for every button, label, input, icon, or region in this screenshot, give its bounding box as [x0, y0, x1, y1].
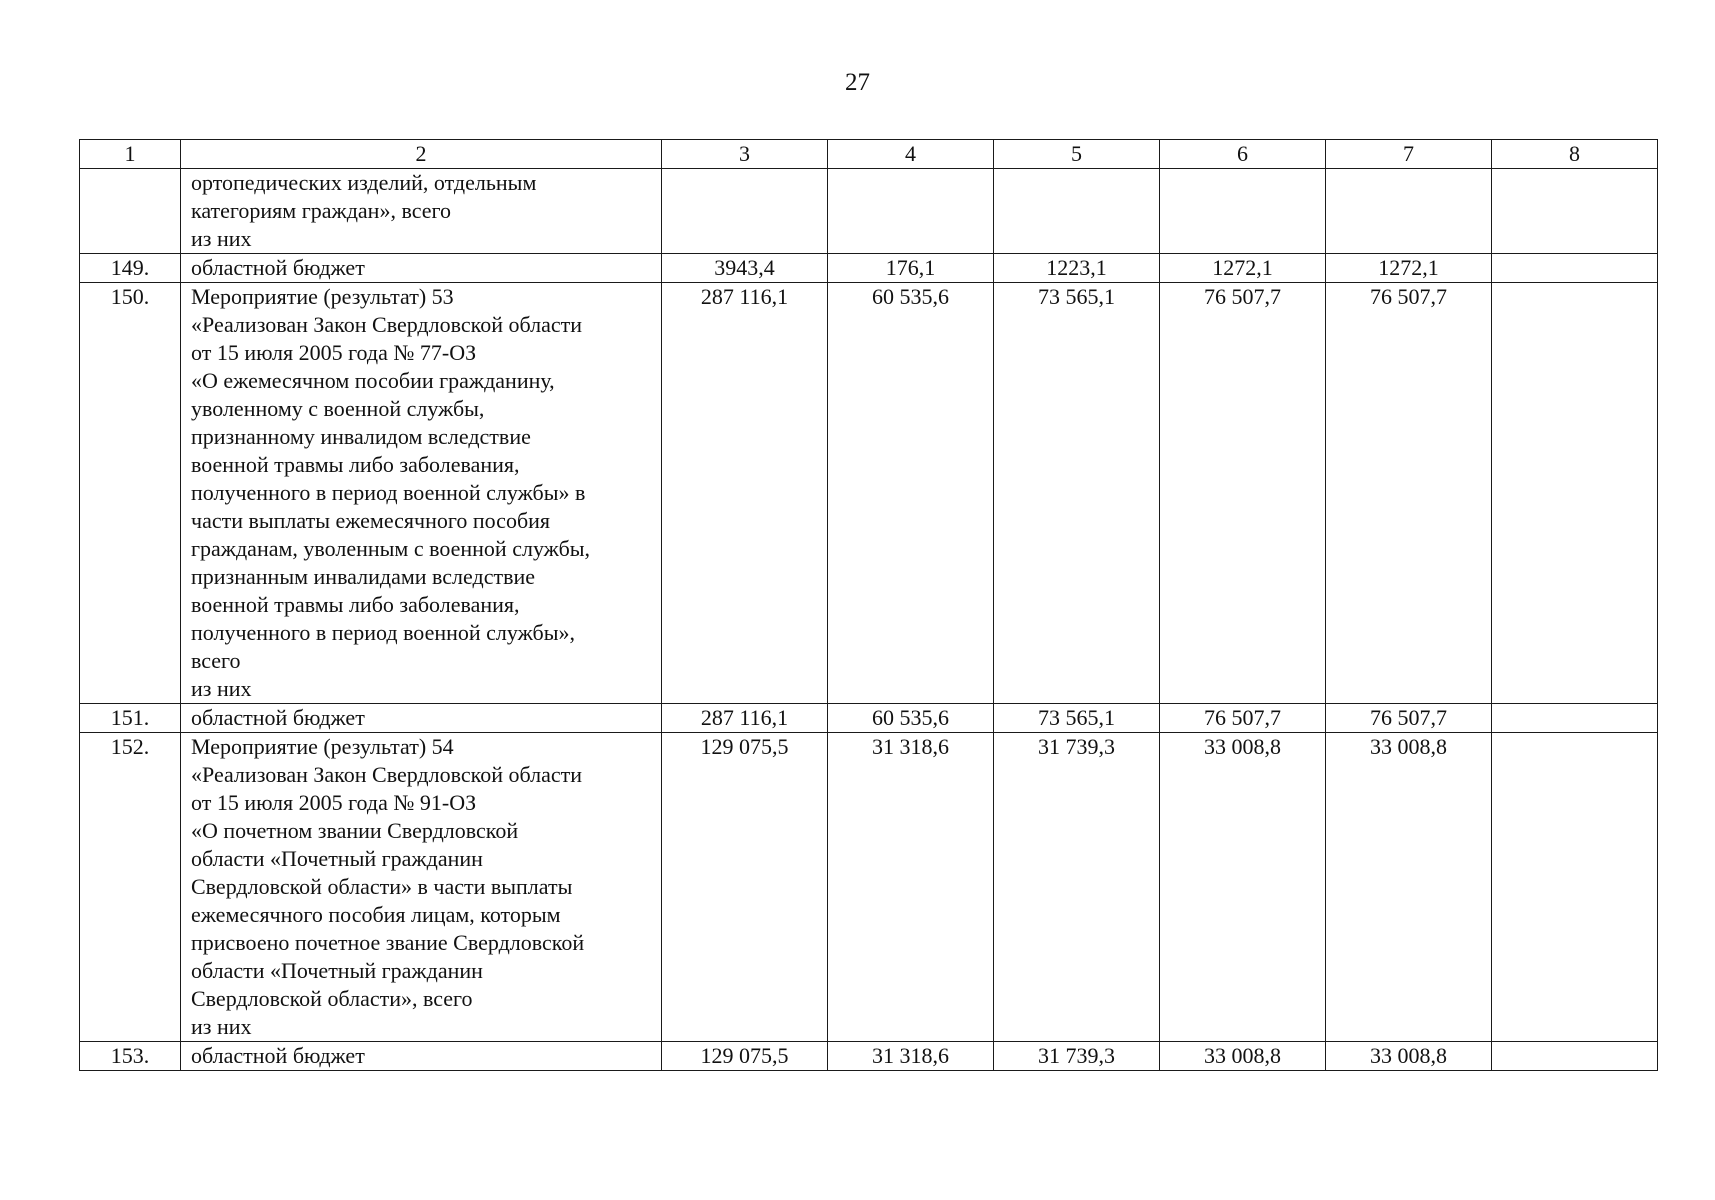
description-line: Мероприятие (результат) 54: [191, 734, 454, 759]
value-cell: 76 507,7: [1160, 283, 1326, 704]
description-line: присвоено почетное звание Свердловской: [191, 930, 585, 955]
budget-table: [79, 139, 1658, 1071]
description-line: военной травмы либо заболевания,: [191, 592, 520, 617]
page-number: 27: [845, 69, 870, 96]
table-row: [80, 283, 1658, 704]
description-line: областной бюджет: [191, 1043, 365, 1068]
value-cell: 33 008,8: [1326, 733, 1492, 1042]
value-cell: 31 739,3: [994, 1042, 1160, 1071]
description-line: ежемесячного пособия лицам, которым: [191, 902, 561, 927]
table-row: [80, 169, 1658, 254]
description-line: «О почетном звании Свердловской: [191, 818, 519, 843]
column-header: 3: [662, 140, 828, 169]
value-cell: [1492, 704, 1658, 733]
column-header: 7: [1326, 140, 1492, 169]
value-cell: 129 075,5: [662, 1042, 828, 1071]
description-line: областной бюджет: [191, 705, 365, 730]
value-cell: 1272,1: [1160, 254, 1326, 283]
value-cell: 33 008,8: [1160, 733, 1326, 1042]
description-line: всего: [191, 648, 241, 673]
table-header-row: [80, 140, 1658, 169]
description-line: Свердловской области», всего: [191, 986, 473, 1011]
row-description: [181, 733, 662, 1042]
value-cell: 287 116,1: [662, 283, 828, 704]
description-line: части выплаты ежемесячного пособия: [191, 508, 551, 533]
value-cell: 31 739,3: [994, 733, 1160, 1042]
value-cell: 73 565,1: [994, 704, 1160, 733]
description-line: области «Почетный гражданин: [191, 958, 483, 983]
value-cell: 1223,1: [994, 254, 1160, 283]
value-cell: 129 075,5: [662, 733, 828, 1042]
column-header: 1: [80, 140, 181, 169]
value-cell: 176,1: [828, 254, 994, 283]
value-cell: 287 116,1: [662, 704, 828, 733]
description-line: от 15 июля 2005 года № 91-ОЗ: [191, 790, 477, 815]
description-line: из них: [191, 226, 252, 251]
column-header: 6: [1160, 140, 1326, 169]
description-line: Свердловской области» в части выплаты: [191, 874, 573, 899]
value-cell: [1492, 733, 1658, 1042]
value-cell: [1492, 283, 1658, 704]
value-cell: [1492, 254, 1658, 283]
description-line: Мероприятие (результат) 53: [191, 284, 454, 309]
table-row: [80, 733, 1658, 1042]
value-cell: 31 318,6: [828, 733, 994, 1042]
value-cell: 3943,4: [662, 254, 828, 283]
value-cell: 31 318,6: [828, 1042, 994, 1071]
row-description: [181, 704, 662, 733]
value-cell: 76 507,7: [1326, 283, 1492, 704]
description-line: областной бюджет: [191, 255, 365, 280]
description-line: из них: [191, 1014, 252, 1039]
value-cell: 73 565,1: [994, 283, 1160, 704]
value-cell: 76 507,7: [1160, 704, 1326, 733]
row-number: 149.: [80, 254, 181, 283]
value-cell: [828, 169, 994, 254]
value-cell: 33 008,8: [1326, 1042, 1492, 1071]
row-description: [181, 283, 662, 704]
row-description: [181, 1042, 662, 1071]
table-row: [80, 704, 1658, 733]
table-row: [80, 1042, 1658, 1071]
description-line: военной травмы либо заболевания,: [191, 452, 520, 477]
description-line: полученного в период военной службы»,: [191, 620, 576, 645]
value-cell: 1272,1: [1326, 254, 1492, 283]
row-number: [80, 169, 181, 254]
description-line: гражданам, уволенным с военной службы,: [191, 536, 591, 561]
row-number: 153.: [80, 1042, 181, 1071]
row-description: [181, 254, 662, 283]
row-number: 152.: [80, 733, 181, 1042]
description-line: признанному инвалидом вследствие: [191, 424, 531, 449]
column-header: 4: [828, 140, 994, 169]
value-cell: [1160, 169, 1326, 254]
value-cell: [1492, 1042, 1658, 1071]
value-cell: 60 535,6: [828, 283, 994, 704]
description-line: признанным инвалидами вследствие: [191, 564, 536, 589]
description-line: «О ежемесячном пособии гражданину,: [191, 368, 555, 393]
value-cell: [1326, 169, 1492, 254]
row-description: [181, 169, 662, 254]
description-line: «Реализован Закон Свердловской области: [191, 312, 583, 337]
value-cell: 60 535,6: [828, 704, 994, 733]
description-line: ортопедических изделий, отдельным: [191, 170, 537, 195]
value-cell: [662, 169, 828, 254]
description-line: категориям граждан», всего: [191, 198, 451, 223]
value-cell: [1492, 169, 1658, 254]
description-line: уволенному с военной службы,: [191, 396, 485, 421]
value-cell: [994, 169, 1160, 254]
description-line: области «Почетный гражданин: [191, 846, 483, 871]
description-line: «Реализован Закон Свердловской области: [191, 762, 583, 787]
description-line: из них: [191, 676, 252, 701]
column-header: 2: [181, 140, 662, 169]
column-header: 8: [1492, 140, 1658, 169]
table-row: [80, 254, 1658, 283]
row-number: 150.: [80, 283, 181, 704]
row-number: 151.: [80, 704, 181, 733]
description-line: полученного в период военной службы» в: [191, 480, 586, 505]
value-cell: 76 507,7: [1326, 704, 1492, 733]
description-line: от 15 июля 2005 года № 77-ОЗ: [191, 340, 477, 365]
value-cell: 33 008,8: [1160, 1042, 1326, 1071]
column-header: 5: [994, 140, 1160, 169]
